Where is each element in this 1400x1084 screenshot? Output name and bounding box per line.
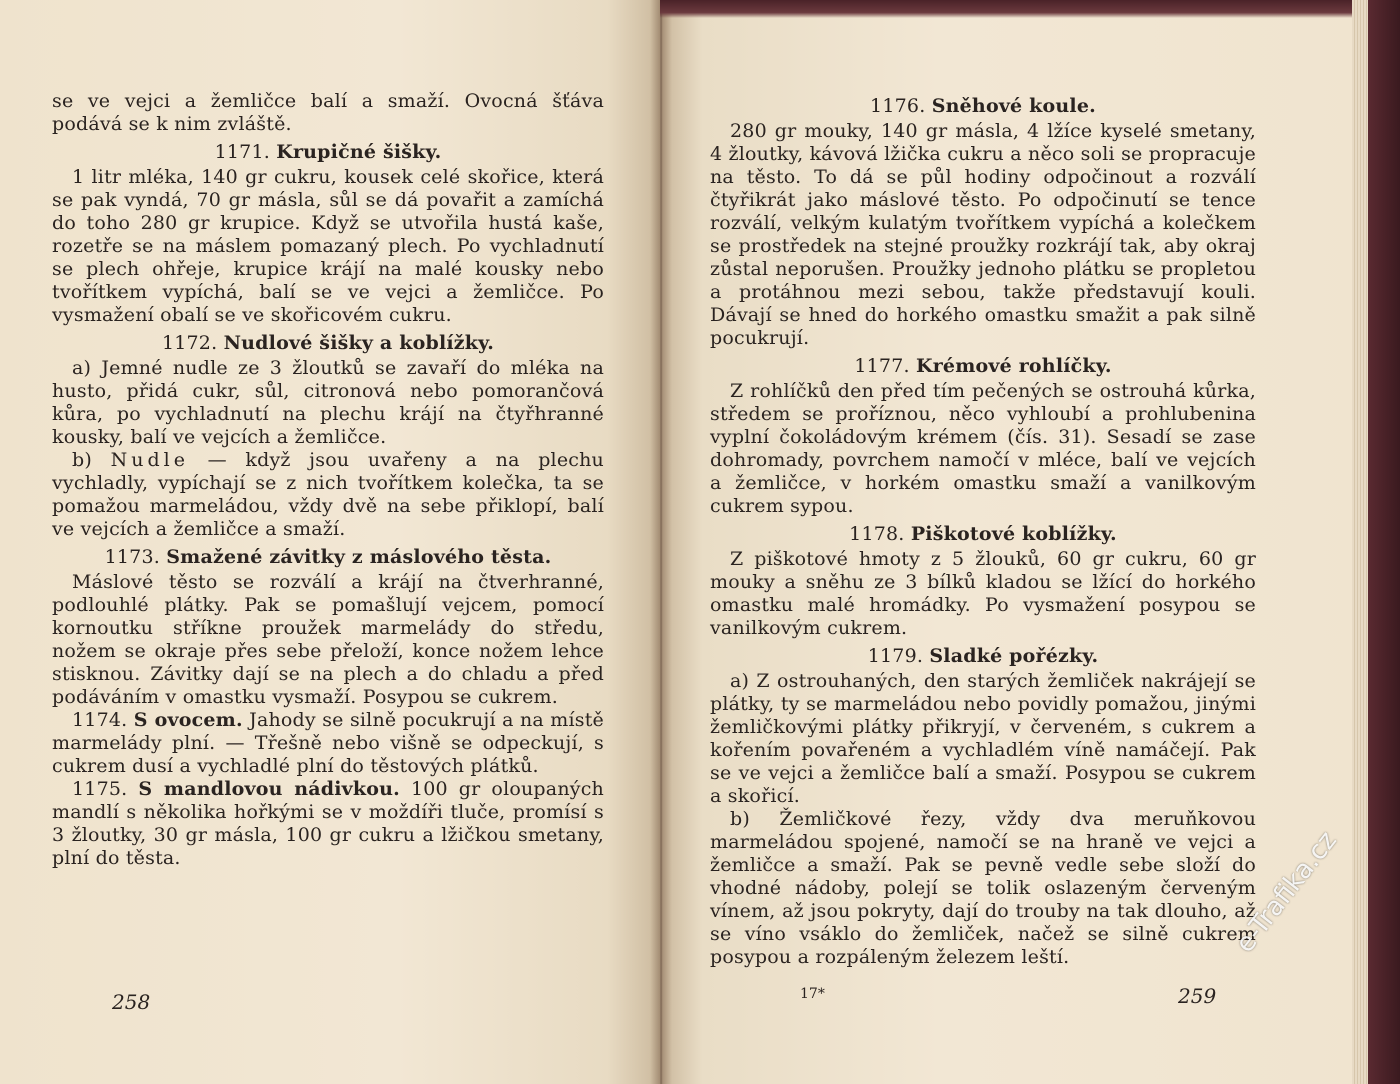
recipe-text-1172a: a) Jemné nudle ze 3 žloutků se zavaří do mléka na husto, přidá cukr, sůl, citronová nebo pomorančová kůra, po vychladnutí na plechu krájí na čtyřhranné kousky, balí ve vejcích a žemličce. <box>52 357 604 448</box>
recipe-text-1172b: b) Nudle — když jsou uvařeny a na plechu vychladly, vypíchají se z nich tvořítkem kolečka, ta se pomažou marmeládou, vždy dvě na sebe přiklopí, balí ve vejcích a žemličce a smaží. <box>52 449 604 540</box>
cover-top-edge <box>660 0 1400 18</box>
page-edges <box>1352 0 1368 1084</box>
recipe-heading-1178: 1178. Piškotové koblížky. <box>849 523 1117 545</box>
left-page <box>0 0 660 1084</box>
recipe-heading-1177: 1177. Krémové rohlíčky. <box>854 355 1112 377</box>
intro-paragraph: se ve vejci a žemličce balí a smaží. Ovocná šťáva podává se k nim zvláště. <box>52 90 604 135</box>
left-page-text <box>52 90 604 870</box>
recipe-text-1176: 280 gr mouky, 140 gr másla, 4 lžíce kyselé smetany, 4 žloutky, kávová lžička cukru a něco soli se propracuje na těsto. To dá se půl hodiny odpočinout a rozválí čtyřikrát jako máslové těsto. Po odpočinutí se tence rozválí, velkým kulatým tvořítkem vypíchá a kolečkem se prostředek na stejné proužky rozkrájí tak, aby okraj zůstal neporušen. Proužky jednoho plátku se propletou a protáhnou mezi sebou, takže představují kouli. Dávají se hned do horkého omastku smažit a pak silně pocukrují. <box>710 120 1256 349</box>
recipe-text-1173: Máslové těsto se rozválí a krájí na čtverhranné, podlouhlé plátky. Pak se pomašlují vejcem, pomocí kornoutku stříkne proužek marmelády do středu, nožem se okraje přes sebe přeloží, konce nožem lehce stisknou. Závitky dají se na plech a do chladu a před podáváním v omastku vysmaží. Posypou se cukrem. <box>52 571 604 708</box>
recipe-text-1177: Z rohlíčků den před tím pečených se ostrouhá kůrka, středem se proříznou, něco vyhloubí a prohlubenina vyplní čokoládovým krémem (čís. 31). Sesadí se zase dohromady, povrchem namočí v mléce, balí ve vejcích a žemličce, v horkém omastku smaží a vanilkovým cukrem sypou. <box>710 380 1256 517</box>
recipe-text-1179b: b) Žemličkové řezy, vždy dva meruňkovou marmeládou spojené, namočí se na hraně ve vejci a žemličce a smaží. Pak se pevně vedle sebe složí do vhodné nádoby, polejí se tolik oslazeným červeným vínem, až jsou pokryty, dají do trouby na tak dlouho, až se víno vsáklo do žemliček, načež se silně cukrem posypou a rozpáleným železem leští. <box>710 808 1256 968</box>
signature-mark: 17* <box>800 986 825 1002</box>
recipe-heading-1176: 1176. Sněhové koule. <box>870 95 1096 117</box>
right-page-text <box>710 90 1256 969</box>
page-number-left: 258 <box>112 990 151 1014</box>
book-cover-edge <box>1368 0 1400 1084</box>
recipe-heading-1173: 1173. Smažené závitky z máslového těsta. <box>104 546 552 568</box>
watermark-text: e-Trafika.cz <box>1230 825 1343 959</box>
recipe-heading-1172: 1172. Nudlové šišky a koblížky. <box>161 332 495 354</box>
recipe-text-1171: 1 litr mléka, 140 gr cukru, kousek celé skořice, která se pak vyndá, 70 gr másla, sůl se dá povařit a zamíchá do toho 280 gr krupice. Když se utvořila hustá kaše, rozetře se na máslem pomazaný plech. Po vychladnutí se plech ohřeje, krupice krájí na malé kousky nebo tvořítkem vypíchá, balí se ve vejci a žemličce. Po vysmažení obalí se ve skořicovém cukru. <box>52 166 604 326</box>
recipe-text-1179a: a) Z ostrouhaných, den starých žemliček nakrájejí se plátky, ty se marmeládou nebo povidly pomažou, jinými žemličkovými plátky přikryjí, v červeném, s cukrem a kořením povařeném a vychladlém víně namáčejí. Pak se ve vejci a žemličce balí a smaží. Posypou se cukrem a skořicí. <box>710 670 1256 807</box>
recipe-heading-1171: 1171. Krupičné šišky. <box>214 141 442 163</box>
book-spine-shadow <box>650 0 672 1084</box>
page-number-right: 259 <box>1178 984 1217 1008</box>
recipe-heading-1179: 1179. Sladké pořézky. <box>867 645 1099 667</box>
recipe-1175: 1175. S mandlovou nádivkou. 100 gr oloupaných mandlí s několika hořkými se v moždíři tluče, promísí s 3 žloutky, 30 gr másla, 100 gr cukru a lžičkou smetany, plní do těsta. <box>52 778 604 869</box>
recipe-1174: 1174. S ovocem. Jahody se silně pocukrují a na místě marmelády plní. — Třešně nebo višně se odpeckují, s cukrem dusí a vychladlé plní do těstových plátků. <box>52 709 605 777</box>
recipe-text-1178: Z piškotové hmoty z 5 žlouků, 60 gr cukru, 60 gr mouky a sněhu ze 3 bílků kladou se lžící do horkého omastku malé hromádky. Po vysmažení posypou se vanilkovým cukrem. <box>710 548 1256 639</box>
